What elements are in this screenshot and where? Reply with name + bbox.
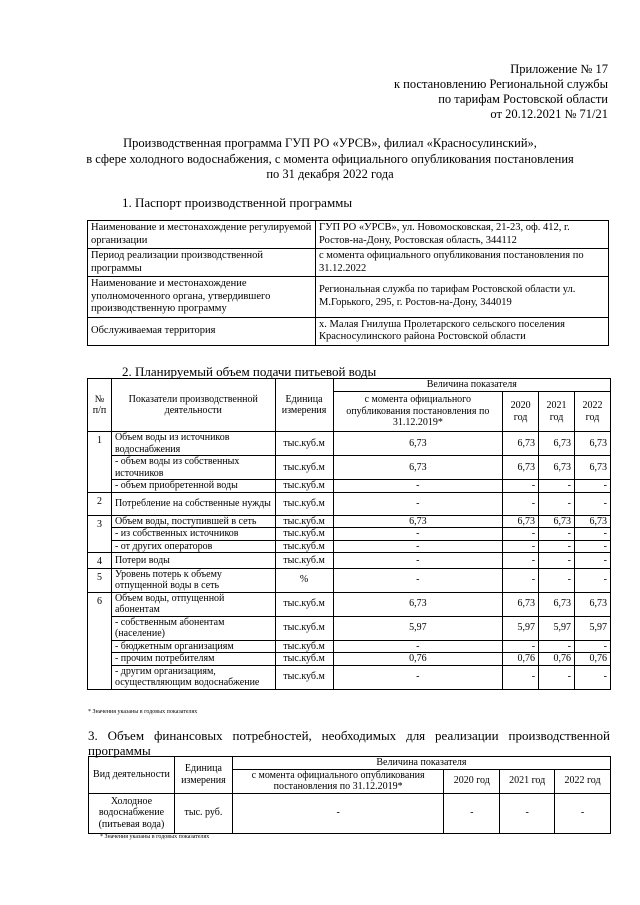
cell-value: - bbox=[539, 553, 575, 569]
cell-num: 2 bbox=[88, 492, 112, 515]
cell-name: - объем приобретенной воды bbox=[111, 480, 275, 493]
cell-num: 5 bbox=[88, 568, 112, 592]
volume-table bbox=[87, 378, 611, 690]
cell-value: 6,73 bbox=[503, 515, 539, 528]
cell-value: - bbox=[333, 492, 503, 515]
appendix-line: от 20.12.2021 № 71/21 bbox=[490, 107, 608, 121]
cell-value: - bbox=[539, 480, 575, 493]
col-header: 2022 год bbox=[555, 769, 611, 793]
cell-value: - bbox=[500, 793, 555, 833]
cell-name: Потери воды bbox=[111, 553, 275, 569]
cell-unit: тыс.куб.м bbox=[275, 640, 333, 653]
passport-label: Наименование и местонахождение уполномоченного органа, утвердившего производственную программу bbox=[88, 277, 316, 318]
cell-num: 6 bbox=[88, 592, 112, 689]
cell-unit: тыс.куб.м bbox=[275, 480, 333, 493]
cell-unit: % bbox=[275, 568, 333, 592]
cell-value: 0,76 bbox=[503, 653, 539, 666]
col-header: 2020 год bbox=[444, 769, 500, 793]
cell-value: - bbox=[333, 640, 503, 653]
cell-value: - bbox=[575, 553, 611, 569]
table-row bbox=[88, 616, 611, 640]
table-row bbox=[88, 640, 611, 653]
col-header: Единица измерения bbox=[174, 757, 232, 794]
cell-value: - bbox=[539, 640, 575, 653]
cell-value: - bbox=[333, 528, 503, 541]
table-row bbox=[88, 249, 609, 277]
table-row bbox=[88, 665, 611, 689]
cell-value: - bbox=[575, 568, 611, 592]
cell-value: 6,73 bbox=[539, 432, 575, 456]
section-heading: 1. Паспорт производственной программы bbox=[122, 195, 353, 210]
cell-unit: тыс.куб.м bbox=[275, 540, 333, 553]
cell-value: 6,73 bbox=[539, 515, 575, 528]
table-row bbox=[88, 317, 609, 345]
table-row bbox=[88, 540, 611, 553]
cell-unit: тыс.куб.м bbox=[275, 653, 333, 666]
col-header: Показатели производственной деятельности bbox=[111, 379, 275, 432]
cell-value: 5,97 bbox=[539, 616, 575, 640]
cell-value: 6,73 bbox=[575, 432, 611, 456]
cell-unit: тыс.куб.м bbox=[275, 492, 333, 515]
cell-name: - собственным абонентам (население) bbox=[111, 616, 275, 640]
table-row bbox=[88, 456, 611, 480]
document-title bbox=[40, 136, 620, 183]
passport-table bbox=[87, 220, 609, 346]
cell-value: - bbox=[539, 665, 575, 689]
cell-value: 6,73 bbox=[575, 515, 611, 528]
cell-unit: тыс.куб.м bbox=[275, 528, 333, 541]
cell-value: 5,97 bbox=[575, 616, 611, 640]
cell-value: 6,73 bbox=[333, 592, 503, 616]
cell-value: - bbox=[539, 528, 575, 541]
cell-value: - bbox=[503, 528, 539, 541]
cell-value: - bbox=[232, 793, 443, 833]
col-header-group: Величина показателя bbox=[232, 757, 610, 770]
passport-value: ГУП РО «УРСВ», ул. Новомосковская, 21-23, оф. 412, г. Ростов-на-Дону, Ростовская область, 344112 bbox=[316, 221, 609, 249]
cell-value: - bbox=[575, 665, 611, 689]
appendix-line: Приложение № 17 bbox=[510, 62, 608, 76]
cell-value: - bbox=[503, 480, 539, 493]
col-header: с момента официального опубликования постановления по 31.12.2019* bbox=[333, 392, 503, 432]
cell-value: - bbox=[503, 492, 539, 515]
appendix-line: по тарифам Ростовской области bbox=[438, 92, 608, 106]
table-row bbox=[88, 277, 609, 318]
cell-num: 3 bbox=[88, 515, 112, 553]
cell-value: - bbox=[539, 540, 575, 553]
col-header: с момента официального опубликования постановления по 31.12.2019* bbox=[232, 769, 443, 793]
section-heading bbox=[88, 728, 610, 758]
cell-value: 0,76 bbox=[575, 653, 611, 666]
cell-name: - прочим потребителям bbox=[111, 653, 275, 666]
cell-name: - бюджетным организациям bbox=[111, 640, 275, 653]
cell-value: - bbox=[503, 540, 539, 553]
table-row bbox=[88, 592, 611, 616]
finance-table bbox=[88, 756, 611, 834]
table-row bbox=[88, 553, 611, 569]
cell-unit: тыс.куб.м bbox=[275, 456, 333, 480]
section-heading: 2. Планируемый объем подачи питьевой воды bbox=[122, 364, 377, 379]
footnote: * Значения указаны в годовых показателях bbox=[100, 834, 210, 840]
table-row bbox=[88, 432, 611, 456]
cell-value: - bbox=[555, 793, 611, 833]
title-line: в сфере холодного водоснабжения, с момента официального опубликования постановления bbox=[86, 151, 574, 166]
passport-value: х. Малая Гнилуша Пролетарского сельского поселения Красносулинского района Ростовской области bbox=[316, 317, 609, 345]
cell-value: 6,73 bbox=[503, 432, 539, 456]
cell-value: - bbox=[333, 540, 503, 553]
cell-name: - из собственных источников bbox=[111, 528, 275, 541]
appendix-line: к постановлению Региональной службы bbox=[393, 77, 608, 91]
appendix-block bbox=[394, 62, 608, 122]
cell-value: - bbox=[575, 480, 611, 493]
cell-value: 6,73 bbox=[539, 592, 575, 616]
cell-unit: тыс.куб.м bbox=[275, 515, 333, 528]
cell-unit: тыс.куб.м bbox=[275, 616, 333, 640]
cell-value: - bbox=[539, 568, 575, 592]
cell-value: 0,76 bbox=[333, 653, 503, 666]
cell-value: 6,73 bbox=[503, 592, 539, 616]
cell-name: - другим организациям, осуществляющим водоснабжение bbox=[111, 665, 275, 689]
cell-value: 6,73 bbox=[575, 592, 611, 616]
cell-name: - объем воды из собственных источников bbox=[111, 456, 275, 480]
table-row bbox=[89, 793, 611, 833]
col-header: Вид деятельности bbox=[89, 757, 175, 794]
cell-value: 5,97 bbox=[503, 616, 539, 640]
col-header: 2020 год bbox=[503, 392, 539, 432]
col-header: 2022 год bbox=[575, 392, 611, 432]
cell-value: - bbox=[575, 492, 611, 515]
footnote: * Значения указаны в годовых показателях bbox=[88, 709, 198, 715]
cell-value: - bbox=[503, 553, 539, 569]
passport-value: Региональная служба по тарифам Ростовской области ул. М.Горького, 295, г. Ростов-на-Дону, 344019 bbox=[316, 277, 609, 318]
table-row bbox=[88, 221, 609, 249]
cell-value: - bbox=[575, 640, 611, 653]
passport-label: Обслуживаемая территория bbox=[88, 317, 316, 345]
cell-unit: тыс. руб. bbox=[174, 793, 232, 833]
table-row bbox=[88, 528, 611, 541]
cell-value: - bbox=[503, 640, 539, 653]
cell-value: - bbox=[503, 568, 539, 592]
col-header: Единица измерения bbox=[275, 379, 333, 432]
cell-name: Уровень потерь к объему отпущенной воды в сеть bbox=[111, 568, 275, 592]
cell-value: - bbox=[333, 665, 503, 689]
cell-value: 6,73 bbox=[333, 515, 503, 528]
cell-value: - bbox=[575, 528, 611, 541]
cell-value: - bbox=[539, 492, 575, 515]
col-header: 2021 год bbox=[500, 769, 555, 793]
cell-value: 6,73 bbox=[539, 456, 575, 480]
cell-name: Объем воды, отпущенной абонентам bbox=[111, 592, 275, 616]
table-row bbox=[88, 515, 611, 528]
cell-num: 4 bbox=[88, 553, 112, 569]
cell-value: - bbox=[503, 665, 539, 689]
cell-unit: тыс.куб.м bbox=[275, 553, 333, 569]
cell-value: - bbox=[333, 568, 503, 592]
cell-name: - от других операторов bbox=[111, 540, 275, 553]
table-row bbox=[88, 568, 611, 592]
cell-value: - bbox=[575, 540, 611, 553]
cell-unit: тыс.куб.м bbox=[275, 665, 333, 689]
cell-value: - bbox=[333, 480, 503, 493]
title-line: по 31 декабря 2022 года bbox=[266, 167, 394, 181]
col-header: 2021 год bbox=[539, 392, 575, 432]
cell-value: 6,73 bbox=[503, 456, 539, 480]
section-heading-text: 3. Объем финансовых потребностей, необходимых для реализации производственной программы bbox=[88, 728, 610, 758]
cell-value: - bbox=[444, 793, 500, 833]
passport-label: Период реализации производственной программы bbox=[88, 249, 316, 277]
cell-value: 5,97 bbox=[333, 616, 503, 640]
table-row bbox=[88, 653, 611, 666]
cell-value: 6,73 bbox=[333, 432, 503, 456]
table-row bbox=[88, 492, 611, 515]
title-line: Производственная программа ГУП РО «УРСВ», филиал «Красносулинский», bbox=[123, 136, 537, 150]
cell-value: - bbox=[333, 553, 503, 569]
cell-name: Объем воды из источников водоснабжения bbox=[111, 432, 275, 456]
cell-name: Потребление на собственные нужды bbox=[111, 492, 275, 515]
cell-name: Объем воды, поступившей в сеть bbox=[111, 515, 275, 528]
passport-label: Наименование и местонахождение регулируемой организации bbox=[88, 221, 316, 249]
table-row bbox=[88, 480, 611, 493]
cell-value: 6,73 bbox=[333, 456, 503, 480]
cell-unit: тыс.куб.м bbox=[275, 592, 333, 616]
passport-value: с момента официального опубликования постановления по 31.12.2022 bbox=[316, 249, 609, 277]
cell-value: 0,76 bbox=[539, 653, 575, 666]
cell-value: 6,73 bbox=[575, 456, 611, 480]
cell-num: 1 bbox=[88, 432, 112, 493]
cell-unit: тыс.куб.м bbox=[275, 432, 333, 456]
cell-kind: Холодное водоснабжение (питьевая вода) bbox=[89, 793, 175, 833]
col-header-group: Величина показателя bbox=[333, 379, 610, 392]
col-header: № п/п bbox=[88, 379, 112, 432]
